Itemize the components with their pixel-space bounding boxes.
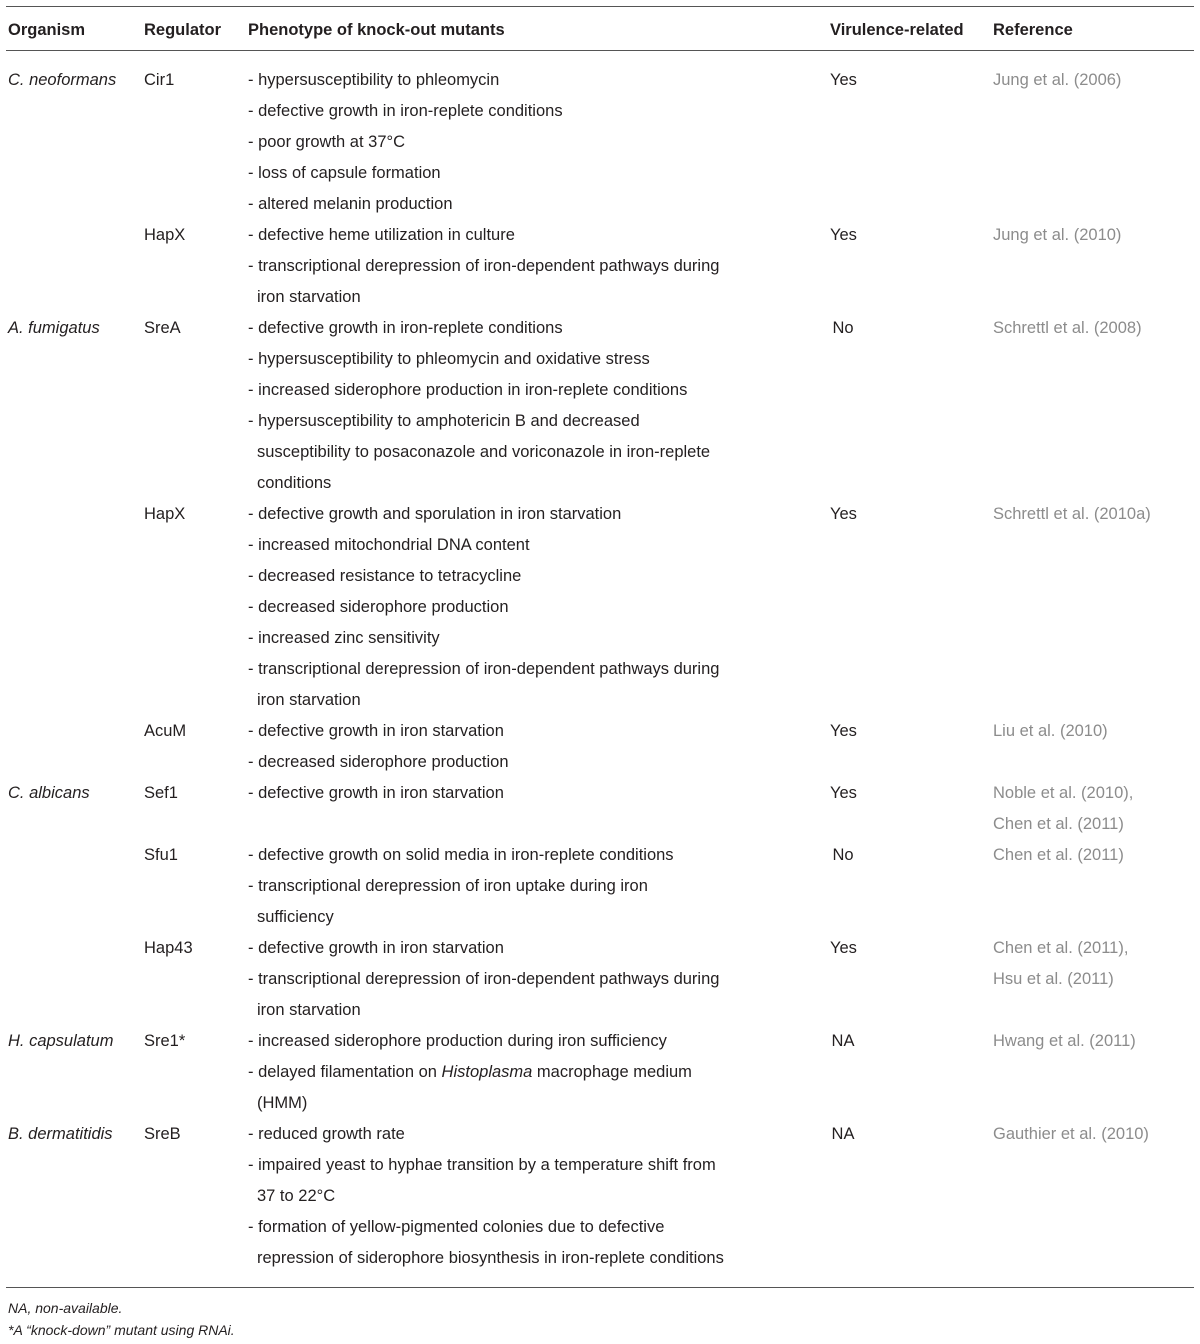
phenotype-line: - altered melanin production — [248, 195, 453, 213]
reference-cell: Chen et al. (2011), — [993, 939, 1129, 957]
phenotype-line: - defective growth in iron-replete conditions — [248, 102, 563, 120]
regulator-cell: Sfu1 — [144, 846, 178, 864]
phenotype-line: - defective growth and sporulation in iron starvation — [248, 505, 622, 523]
virulence-cell: No — [832, 846, 854, 864]
header-phenotype: Phenotype of knock-out mutants — [248, 21, 505, 39]
reference-cell: Schrettl et al. (2008) — [993, 319, 1142, 337]
phenotype-line: - transcriptional derepression of iron-dependent pathways during — [248, 257, 720, 275]
phenotype-line: iron starvation — [257, 1001, 361, 1019]
phenotype-line: - formation of yellow-pigmented colonies due to defective — [248, 1218, 665, 1236]
phenotype-line: - hypersusceptibility to phleomycin — [248, 71, 500, 89]
phenotype-line: - hypersusceptibility to phleomycin and oxidative stress — [248, 350, 650, 368]
phenotype-line: - defective heme utilization in culture — [248, 226, 515, 244]
regulator-cell: Sef1 — [144, 784, 178, 802]
reference-cell: Hsu et al. (2011) — [993, 970, 1114, 988]
phenotype-line: susceptibility to posaconazole and voriconazole in iron-replete — [257, 443, 711, 461]
virulence-cell: Yes — [830, 226, 857, 244]
phenotype-line: - decreased resistance to tetracycline — [248, 567, 522, 585]
organism-cell: C. neoformans — [8, 71, 117, 89]
virulence-cell: Yes — [830, 71, 857, 89]
phenotype-line: - reduced growth rate — [248, 1125, 405, 1143]
reference-cell: Schrettl et al. (2010a) — [993, 505, 1151, 523]
phenotype-line: - loss of capsule formation — [248, 164, 441, 182]
phenotype-line: - defective growth in iron starvation — [248, 939, 504, 957]
reference-cell: Jung et al. (2010) — [993, 226, 1122, 244]
table-top-rule — [6, 6, 1194, 7]
regulator-cell: Cir1 — [144, 71, 175, 89]
phenotype-line: sufficiency — [257, 908, 334, 926]
reference-cell: Liu et al. (2010) — [993, 722, 1108, 740]
organism-cell: B. dermatitidis — [8, 1125, 113, 1143]
phenotype-line: 37 to 22°C — [257, 1187, 336, 1205]
table-bottom-rule — [6, 1287, 1194, 1288]
phenotype-line: iron starvation — [257, 288, 361, 306]
virulence-cell: Yes — [830, 939, 857, 957]
footnote-na: NA, non-available. — [8, 1300, 123, 1316]
phenotype-line: - poor growth at 37°C — [248, 133, 406, 151]
regulator-cell: AcuM — [144, 722, 187, 740]
phenotype-line: - defective growth in iron starvation — [248, 722, 504, 740]
phenotype-line: - transcriptional derepression of iron-dependent pathways during — [248, 660, 720, 678]
regulator-cell: Sre1* — [144, 1032, 186, 1050]
virulence-cell: Yes — [830, 722, 857, 740]
organism-cell: A. fumigatus — [8, 319, 100, 337]
phenotype-line: - delayed filamentation on Histoplasma macrophage medium — [248, 1063, 692, 1081]
phenotype-line: - defective growth in iron starvation — [248, 784, 504, 802]
phenotype-line: - increased siderophore production during iron sufficiency — [248, 1032, 667, 1050]
phenotype-line: - transcriptional derepression of iron-dependent pathways during — [248, 970, 720, 988]
header-bottom-rule — [6, 50, 1194, 51]
regulator-cell: SreA — [144, 319, 181, 337]
phenotype-line: conditions — [257, 474, 332, 492]
phenotype-line: - defective growth on solid media in iron-replete conditions — [248, 846, 674, 864]
header-regulator: Regulator — [144, 21, 222, 39]
phenotype-line: - increased mitochondrial DNA content — [248, 536, 530, 554]
phenotype-line: - decreased siderophore production — [248, 598, 509, 616]
organism-cell: H. capsulatum — [8, 1032, 114, 1050]
reference-cell: Jung et al. (2006) — [993, 71, 1122, 89]
phenotype-line: - defective growth in iron-replete conditions — [248, 319, 563, 337]
virulence-cell: No — [832, 319, 854, 337]
header-reference: Reference — [993, 21, 1073, 39]
regulator-cell: Hap43 — [144, 939, 193, 957]
reference-cell: Chen et al. (2011) — [993, 846, 1124, 864]
reference-cell: Hwang et al. (2011) — [993, 1032, 1136, 1050]
reference-cell: Noble et al. (2010), — [993, 784, 1134, 802]
phenotype-line: - increased siderophore production in iron-replete conditions — [248, 381, 688, 399]
phenotype-line: - impaired yeast to hyphae transition by a temperature shift from — [248, 1156, 716, 1174]
reference-cell: Gauthier et al. (2010) — [993, 1125, 1149, 1143]
reference-cell: Chen et al. (2011) — [993, 815, 1124, 833]
regulator-cell: HapX — [144, 226, 186, 244]
virulence-cell: Yes — [830, 784, 857, 802]
organism-cell: C. albicans — [8, 784, 90, 802]
virulence-cell: NA — [831, 1125, 855, 1143]
virulence-cell: NA — [831, 1032, 855, 1050]
phenotype-line: (HMM) — [257, 1094, 308, 1112]
phenotype-line: - decreased siderophore production — [248, 753, 509, 771]
phenotype-line: - hypersusceptibility to amphotericin B and decreased — [248, 412, 640, 430]
footnote-knockdown: *A “knock-down” mutant using RNAi. — [8, 1322, 235, 1338]
header-virulence: Virulence-related — [830, 21, 964, 39]
phenotype-line: iron starvation — [257, 691, 361, 709]
virulence-cell: Yes — [830, 505, 857, 523]
phenotype-line: - increased zinc sensitivity — [248, 629, 440, 647]
regulator-cell: HapX — [144, 505, 186, 523]
regulator-cell: SreB — [144, 1125, 181, 1143]
header-organism: Organism — [8, 21, 86, 39]
phenotype-line: - transcriptional derepression of iron uptake during iron — [248, 877, 648, 895]
phenotype-line: repression of siderophore biosynthesis in iron-replete conditions — [257, 1249, 724, 1267]
